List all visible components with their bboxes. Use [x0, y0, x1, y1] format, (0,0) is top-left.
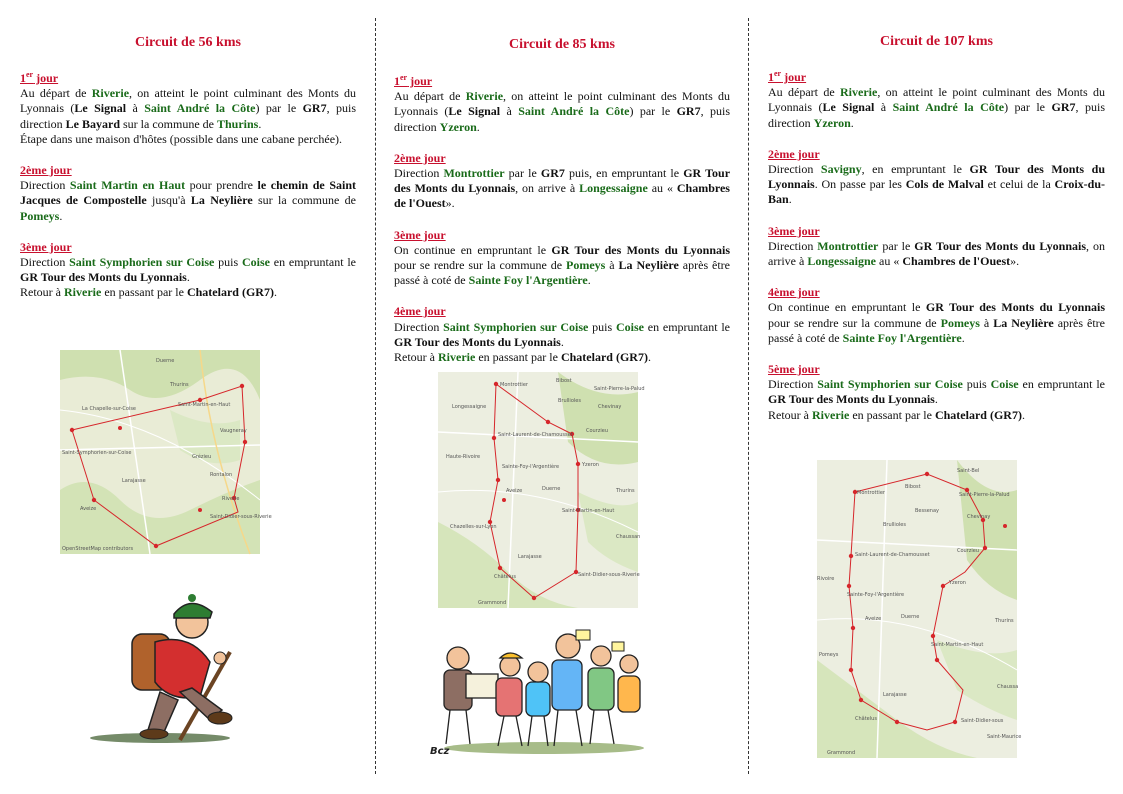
- map-label: Chevinay: [967, 514, 991, 520]
- map-label: Thurins: [995, 618, 1014, 624]
- map-label: Saint-Maurice: [987, 734, 1022, 740]
- map-label: Duerne: [156, 358, 175, 364]
- day-5-return: Retour à Riverie en passant par le Chatelard (GR7).: [768, 407, 1025, 422]
- map-label: Thurins: [616, 488, 635, 494]
- day-3-text: On continue en empruntant le GR Tour des Monts du Lyonnais pour se rendre sur la commune de Pomeys à La Neylière après être passé à coté de Sainte Foy l'Argentière.: [394, 242, 731, 288]
- day-heading-3: 3ème jour: [768, 223, 820, 238]
- map-label: Larajasse: [122, 478, 146, 484]
- day-heading-3: 3ème jour: [394, 227, 446, 242]
- map-label: Châtelus: [855, 716, 877, 722]
- map-label: Brullioles: [883, 522, 906, 528]
- map-label: Chazelles-sur-Lyon: [450, 524, 497, 530]
- circuit-56-column: [20, 0, 356, 794]
- map-label: Rontalon: [210, 472, 233, 478]
- map-label: Aveize: [865, 616, 882, 622]
- map-label: Châtelus: [494, 574, 516, 580]
- day-4-text: Direction Saint Symphorien sur Coise puis Coise en empruntant le GR Tour des Monts du Lyonnais.: [394, 319, 730, 349]
- map-label: Sainte-Foy-l'Argentière: [847, 592, 905, 598]
- day-heading-1: 1er jour: [394, 73, 433, 88]
- route-map: [817, 460, 1022, 758]
- day-heading-3: 3ème jour: [20, 239, 72, 254]
- map-label: Courzieu: [586, 428, 609, 434]
- map-label: Haute-Rivoire: [446, 454, 481, 460]
- map-label: Yzeron: [582, 462, 599, 468]
- hiker-cartoon: [60, 592, 260, 753]
- column-divider-left: [375, 18, 376, 774]
- map-label: Saint-Pierre-la-Palud: [594, 386, 645, 392]
- day-2-text: Direction Saint Martin en Haut pour prendre le chemin de Saint Jacques de Compostelle jusqu'à La Neylière sur la commune de Pomeys.: [20, 178, 357, 223]
- map-label: Duerne: [542, 486, 561, 492]
- map-label: Saint-Didier-sous-Riverie: [210, 514, 272, 520]
- column-divider-right: [748, 18, 749, 774]
- map-attribution: OpenStreetMap contributors: [62, 546, 134, 552]
- map-label: Saint-Martin-en-Haut: [562, 508, 615, 514]
- day-heading-4: 4ème jour: [394, 304, 446, 319]
- map-label: Grézieu: [192, 454, 212, 460]
- map-label: Vaugneray: [220, 428, 247, 434]
- day-1-note: Étape dans une maison d'hôtes (possible dans une cabane perchée).: [20, 131, 343, 146]
- day-2-text: Direction Montrottier par le GR7 puis, en empruntant le GR Tour des Monts du Lyonnais, on arrive à Longessaigne au « Chambres de l'Ouest».: [394, 166, 731, 211]
- day-heading-2: 2ème jour: [394, 150, 446, 165]
- day-heading-2: 2ème jour: [768, 146, 820, 161]
- map-label: Courzieu: [957, 548, 980, 554]
- map-label: Saint-Martin-en-Haut: [931, 642, 984, 648]
- day-heading-5: 5ème jour: [768, 362, 820, 377]
- day-heading-2: 2ème jour: [20, 163, 72, 178]
- map-label: Brullioles: [558, 398, 581, 404]
- map-label: Larajasse: [883, 692, 907, 698]
- map-label: Aveize: [80, 506, 97, 512]
- map-label: Larajasse: [518, 554, 542, 560]
- map-label: Saint-Laurent-de-Chamousset: [855, 552, 930, 558]
- day-4-return: Retour à Riverie en passant par le Chatelard (GR7).: [394, 350, 651, 365]
- cartoon-signature: Bcz: [430, 746, 450, 757]
- map-label: Saint-Didier-sous-Riverie: [578, 572, 640, 578]
- day-1-text: Au départ de Riverie, on atteint le point culminant des Monts du Lyonnais (Le Signal à Saint André la Côte) par le GR7, puis direction Yzeron.: [394, 89, 730, 134]
- circuit-description: [20, 67, 356, 301]
- circuit-title: Circuit de 107 kms: [880, 34, 993, 49]
- map-label: Bessenay: [915, 508, 939, 514]
- day-1-text: Au départ de Riverie, on atteint le point culminant des Monts du Lyonnais (Le Signal à Saint André la Côte) par le GR7, puis direction Yzeron.: [768, 85, 1105, 130]
- day-4-text: On continue en empruntant le GR Tour des Monts du Lyonnais pour se rendre sur la commune de Pomeys à La Neylière après être passé à coté de Sainte Foy l'Argentière.: [768, 300, 1106, 345]
- day-1-text: Au départ de Riverie, on atteint le point culminant des Monts du Lyonnais (Le Signal à Saint André la Côte) par le GR7, puis direction Le Bayard sur la commune de Thurins.: [20, 86, 356, 131]
- map-label: Chaussan: [616, 534, 641, 540]
- day-2-text: Direction Savigny, en empruntant le GR Tour des Monts du Lyonnais. On passe par les Cols de Malval et celui de la Croix-du-Ban.: [768, 162, 1106, 207]
- map-label: Thurins: [170, 382, 189, 388]
- circuit-description: [394, 70, 730, 365]
- circuit-85-column: [394, 0, 730, 794]
- circuit-description: [768, 66, 1105, 423]
- map-label: Grammond: [478, 600, 507, 606]
- map-label: Saint-Bel: [957, 468, 980, 474]
- hikers-group-cartoon: [426, 618, 654, 763]
- map-label: Bibost: [905, 484, 921, 490]
- map-label: Saint-Laurent-de-Chamousset: [498, 432, 573, 438]
- map-label: Chaussa: [997, 684, 1019, 690]
- day-heading-1: 1er jour: [20, 70, 59, 85]
- map-label: Saint-Martin-en-Haut: [178, 402, 231, 408]
- map-label: Longessaigne: [452, 404, 487, 410]
- map-label: Bibost: [556, 378, 572, 384]
- map-label: Saint-Pierre-la-Palud: [959, 492, 1010, 498]
- map-label: Saint-Didier-sous: [961, 718, 1004, 724]
- day-5-text: Direction Saint Symphorien sur Coise puis Coise en empruntant le GR Tour des Monts du Lyonnais.: [768, 377, 1105, 407]
- map-label: Yzeron: [949, 580, 966, 586]
- map-label: Saint-Symphorien-sur-Coise: [62, 450, 132, 456]
- map-label: Grammond: [827, 750, 856, 756]
- circuit-title: Circuit de 56 kms: [135, 35, 241, 50]
- map-label: Pomeys: [819, 652, 839, 658]
- map-label: Chevinay: [598, 404, 622, 410]
- map-label: Aveize: [506, 488, 523, 494]
- map-label: Riverie: [222, 496, 240, 502]
- day-heading-4: 4ème jour: [768, 285, 820, 300]
- day-3-return: Retour à Riverie en passant par le Chatelard (GR7).: [20, 285, 277, 300]
- map-label: Rivoire: [817, 576, 835, 582]
- map-label: La Chapelle-sur-Coise: [82, 406, 137, 412]
- map-label: Sainte-Foy-l'Argentière: [502, 464, 560, 470]
- day-heading-1: 1er jour: [768, 69, 807, 84]
- circuit-title: Circuit de 85 kms: [509, 37, 615, 52]
- day-3-text: Direction Saint Symphorien sur Coise puis Coise en empruntant le GR Tour des Monts du Lyonnais.: [20, 255, 356, 285]
- map-label: Montrottier: [857, 490, 885, 496]
- route-map: [438, 372, 645, 608]
- circuit-107-column: [768, 0, 1105, 794]
- map-label: Duerne: [901, 614, 920, 620]
- map-label: Montrottier: [500, 382, 528, 388]
- route-map: [60, 350, 272, 554]
- day-3-text: Direction Montrottier par le GR Tour des Monts du Lyonnais, on arrive à Longessaigne au « Chambres de l'Ouest».: [768, 238, 1105, 269]
